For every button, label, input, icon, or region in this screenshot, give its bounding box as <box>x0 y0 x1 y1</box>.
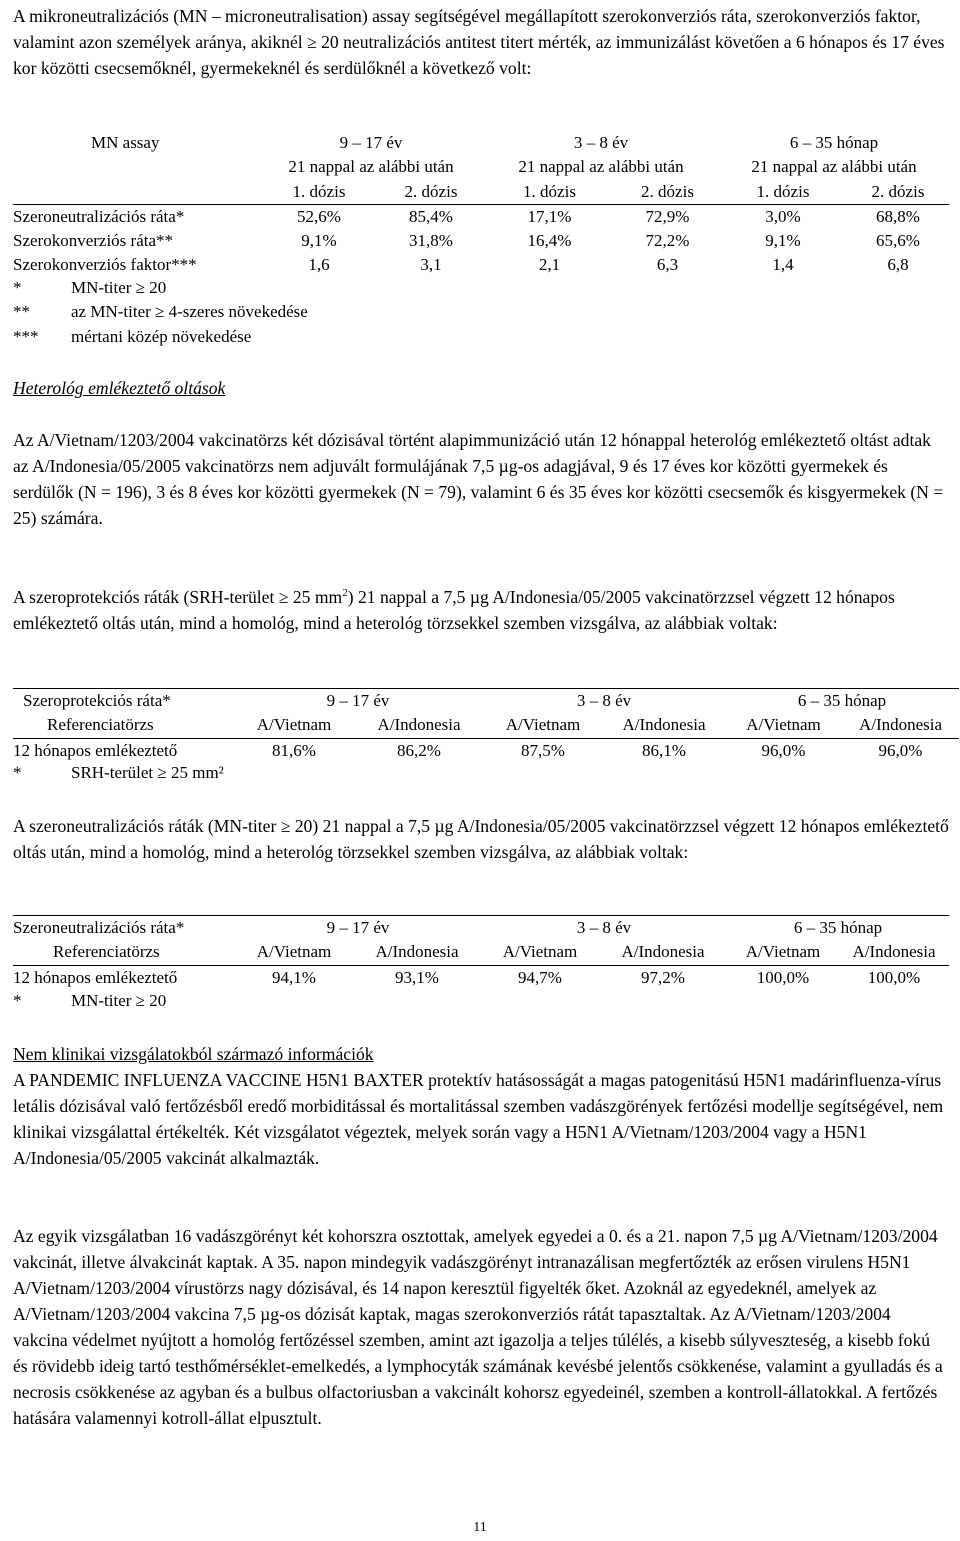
table-cell: 94,1% <box>272 967 316 987</box>
table-cell: 6,8 <box>887 255 909 275</box>
table1-group-row <box>13 131 949 155</box>
table-cell: 86,1% <box>642 740 686 760</box>
footnote-mark: * <box>13 991 22 1010</box>
table-cell: 72,9% <box>645 206 690 226</box>
table-row <box>13 253 949 277</box>
footnote <box>13 276 949 300</box>
dose-header: 2. dózis <box>871 181 925 201</box>
table-cell: 94,7% <box>518 967 562 987</box>
table-cell: 3,1 <box>420 255 442 275</box>
strain-header: A/Vietnam <box>505 715 581 735</box>
ferret-study-paragraph: Az egyik vizsgálatban 16 vadászgörényt két kohorszra osztottak, amelyek egyedei a 0. és a 21. napon 7,5 µg A/Vietnam/1203/2004 vakcinát, illetve álvakcinát kaptak. A 35. napon mindegyik vadászgörényt intranazálisan megfertőzték az erősen virulens H5N1 A/Vietnam/1203/2004 vírustörzs nagy dózisával, és 14 napon keresztül figyelték őket. Azoknál az egyedeknél, amelyek az A/Vietnam/1203/2004 vakcina 7,5 µg-os dózisát kaptak, magas szerokonverziós rátát tapasztaltak. Az A/Vietnam/1203/2004 vakcina védelmet nyújtott a homológ fertőzéssel szemben, amint azt igazolja a teljes túlélés, a kisebb súlyveszteség, a kisebb fokú és rövidebb ideig tartó testhőmérséklet-emelkedés, a lymphocyták számának kevésbé jelentős csökkenése, valamint a gyulladás és a necrosis csökkenése az agyban és a bulbus olfactoriusban a vakcinált kohorsz egyedeinél, szemben a kontroll-állatokkal. A fertőzés hatására valamennyi kotroll-állat elpusztult. <box>13 1226 943 1428</box>
footnote-mark: ** <box>13 302 30 322</box>
dose-header: 1. dózis <box>292 181 346 201</box>
strain-header: A/Indonesia <box>858 715 943 735</box>
table1-group-header: 6 – 35 hónap <box>789 133 879 152</box>
table-cell: 97,2% <box>641 967 685 987</box>
para-text: ) 21 nappal a 7,5 µg A/Indonesia/05/2005 vakcinatörzzsel végzett 12 hónapos emlékeztető oltás után, mind a homológ, mind a heterológ törzsekkel szemben vizsgálva, az alábbiak voltak: <box>13 587 895 633</box>
row-label: Szeroneutralizációs ráta* <box>13 206 185 226</box>
table-cell: 96,0% <box>878 740 923 760</box>
strain-header: A/Indonesia <box>852 942 936 962</box>
footnote <box>13 761 949 785</box>
table1-footnotes <box>13 276 949 349</box>
table-cell: 87,5% <box>521 740 565 760</box>
page-number: 11 <box>473 1520 487 1535</box>
table1-corner: MN assay <box>91 133 160 152</box>
strain-header: A/Indonesia <box>375 942 459 962</box>
strain-header: A/Indonesia <box>377 715 461 735</box>
footnote-text: MN-titer ≥ 20 <box>71 991 167 1010</box>
table-cell: 2,1 <box>538 255 561 275</box>
table3-corner: Szeroneutralizációs ráta* <box>13 918 185 937</box>
section-heading: Nem klinikai vizsgálatokból származó információk <box>13 1044 374 1064</box>
dose-header: 1. dózis <box>523 181 576 201</box>
table-row <box>13 738 959 763</box>
footnote-mark: * <box>13 763 22 782</box>
row-label: Szerokonverziós faktor*** <box>13 255 197 275</box>
table3-strain-row <box>13 940 949 965</box>
table1-group-header: 9 – 17 év <box>339 133 403 152</box>
table-cell: 9,1% <box>765 231 801 251</box>
row-label: 12 hónapos emlékeztető <box>13 740 178 760</box>
table1-subheader-row <box>13 155 949 179</box>
table3-group-header: 6 – 35 hónap <box>793 918 883 937</box>
table1-subheader: 21 nappal az alábbi után <box>751 157 917 177</box>
table-cell: 6,3 <box>656 255 679 275</box>
footnote-text: mértani közép növekedése <box>71 326 252 346</box>
dose-header: 2. dózis <box>404 181 458 201</box>
table-row <box>13 204 949 229</box>
table3-group-header: 9 – 17 év <box>326 918 390 937</box>
table-cell: 31,8% <box>409 231 453 251</box>
seroneutralization-paragraph: A szeroneutralizációs ráták (MN-titer ≥ 20) 21 nappal a 7,5 µg A/Indonesia/05/2005 vakcinatörzzsel végzett 12 hónapos emlékeztető oltás után, mind a homológ, mind a heterológ törzsekkel szemben vizsgálva, az alábbiak voltak: <box>13 816 949 862</box>
strain-header: A/Indonesia <box>621 942 705 962</box>
footnote-mark: * <box>13 278 22 297</box>
table-cell: 93,1% <box>395 967 439 987</box>
table-cell: 52,6% <box>297 206 341 226</box>
para-text: A szeroprotekciós ráták (SRH-terület ≥ 25 mm <box>13 587 343 607</box>
table2-group-header: 6 – 35 hónap <box>797 691 887 710</box>
seroneutralization-table <box>13 915 949 990</box>
strain-header: A/Vietnam <box>746 715 821 735</box>
table-row <box>13 965 949 990</box>
section-heading: Heterológ emlékeztető oltások <box>13 378 226 398</box>
seroprotection-paragraph <box>13 584 949 636</box>
table-cell: 9,1% <box>301 231 337 251</box>
strain-header: A/Vietnam <box>502 942 578 962</box>
table2-group-row <box>13 689 959 714</box>
row-label: Szerokonverziós ráta** <box>13 231 174 251</box>
table2-group-header: 3 – 8 év <box>576 691 632 710</box>
table3-sub-corner: Referenciatörzs <box>53 942 160 962</box>
table-cell: 96,0% <box>761 740 806 760</box>
mn-assay-table <box>13 131 949 278</box>
table-cell: 17,1% <box>527 206 572 226</box>
booster-paragraph: Az A/Vietnam/1203/2004 vakcinatörzs két dózisával történt alapimmunizáció után 12 hónappal heterológ emlékeztető oltást adtak az A/Indonesia/05/2005 vakcinatörzs nem adjuvált formulájának 7,5 µg-os adagjával, 9 és 17 éves kor közötti gyermekek és serdülők (N = 196), 3 és 8 éves kor közötti gyermekek (N = 79), valamint 6 és 35 éves kor közötti csecsemők és kisgyermekek (N = 25) számára. <box>13 430 944 528</box>
table-row <box>13 229 949 253</box>
strain-header: A/Indonesia <box>622 715 706 735</box>
table-cell: 1,6 <box>308 255 330 275</box>
table-cell: 68,8% <box>876 206 920 226</box>
footnote <box>13 989 949 1013</box>
footnote-text: MN-titer ≥ 20 <box>71 278 167 297</box>
table-cell: 100,0% <box>867 967 921 987</box>
table-cell: 1,4 <box>772 255 794 275</box>
table-cell: 72,2% <box>645 231 690 251</box>
superscript: 2 <box>342 587 348 600</box>
table3-group-header: 3 – 8 év <box>576 918 632 937</box>
footnote <box>13 325 949 349</box>
table-cell: 81,6% <box>272 740 316 760</box>
table2-corner: Szeroprotekciós ráta* <box>23 691 171 710</box>
table2-group-header: 9 – 17 év <box>326 691 390 710</box>
strain-header: A/Vietnam <box>256 942 332 962</box>
table1-group-header: 3 – 8 év <box>573 133 629 152</box>
table-cell: 16,4% <box>527 231 572 251</box>
footnote <box>13 300 949 324</box>
seroprotection-table <box>13 688 959 763</box>
table3-group-row <box>13 916 949 941</box>
dose-header: 1. dózis <box>756 181 810 201</box>
row-label: 12 hónapos emlékeztető <box>13 967 178 987</box>
table-cell: 86,2% <box>397 740 441 760</box>
strain-header: A/Vietnam <box>745 942 821 962</box>
footnote-mark: *** <box>13 326 39 346</box>
footnote-text: SRH-terület ≥ 25 mm² <box>71 763 224 782</box>
table2-strain-row <box>13 713 959 738</box>
nonclinical-paragraph: A PANDEMIC INFLUENZA VACCINE H5N1 BAXTER protektív hatásosságát a magas patogenitású H5N1 madárinfluenza-vírus letális dózisával való fertőzésből eredő morbiditással és mortalitással szemben vadászgörények fertőzési modellje segítségével, nem klinikai vizsgálattal értékelték. Két vizsgálatot végeztek, melyek során vagy a H5N1 A/Vietnam/1203/2004 vagy a H5N1 A/Indonesia/05/2005 vakcinát alkalmazták. <box>13 1070 944 1168</box>
dose-header: 2. dózis <box>641 181 694 201</box>
intro-paragraph: A mikroneutralizációs (MN – microneutralisation) assay segítségével megállapított szerokonverziós ráta, szerokonverziós faktor, valamint azon személyek aránya, akiknél ≥ 20 neutralizációs antitest titert mérték, az immunizálást követően a 6 hónapos és 17 éves kor közötti csecsemőknél, gyermekeknél és serdülőknél a következő volt: <box>13 6 945 78</box>
table-cell: 65,6% <box>876 231 920 251</box>
table-cell: 100,0% <box>756 967 810 987</box>
footnote-text: az MN-titer ≥ 4-szeres növekedése <box>71 302 308 322</box>
strain-header: A/Vietnam <box>256 715 332 735</box>
table2-sub-corner: Referenciatörzs <box>47 715 154 735</box>
table-cell: 3,0% <box>765 206 801 226</box>
table1-subheader: 21 nappal az alábbi után <box>288 157 454 177</box>
table1-subheader: 21 nappal az alábbi után <box>518 157 684 177</box>
table-cell: 85,4% <box>409 206 453 226</box>
table1-dose-row <box>13 180 949 205</box>
